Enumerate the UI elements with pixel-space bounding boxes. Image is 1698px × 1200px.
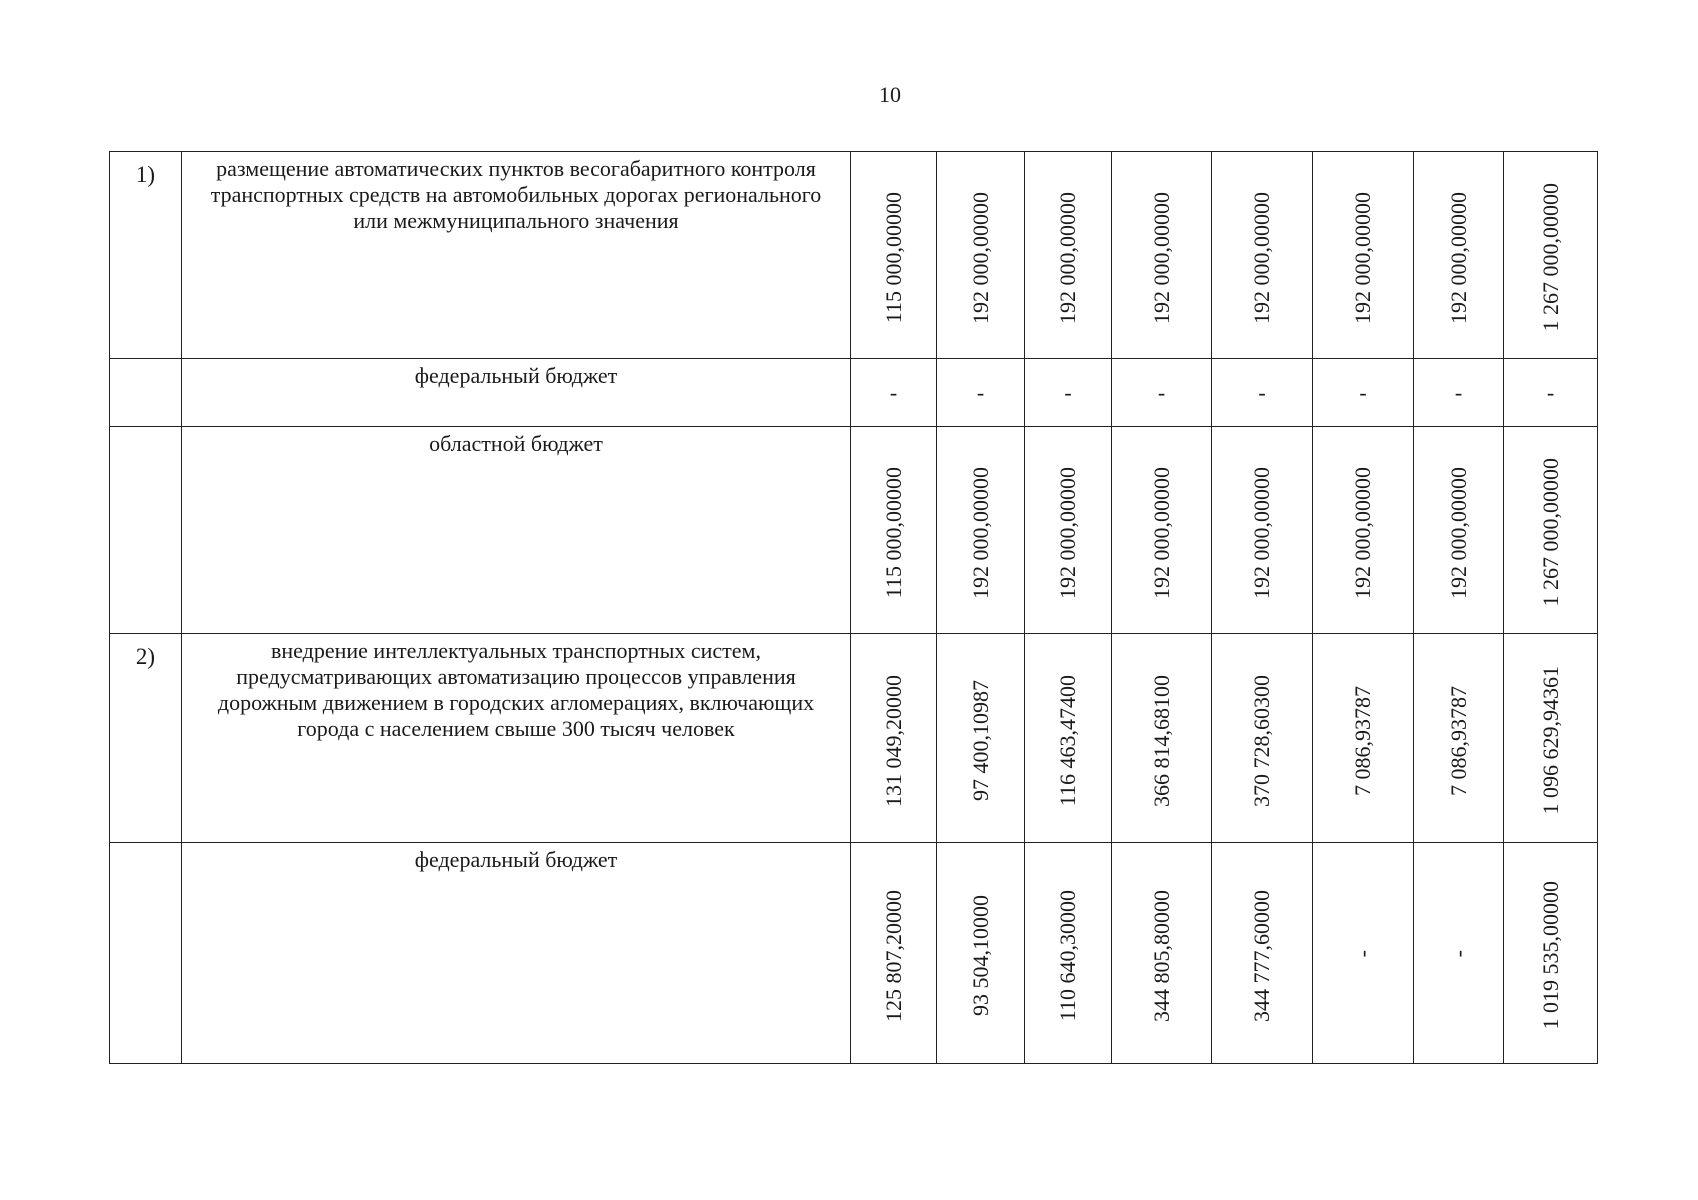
row-label: внедрение интеллектуальных транспортных систем, предусматривающих автоматизацию процессов управления дорожным движением в городских агломерациях, включающих города с населением свыше 300 тысяч человек (182, 634, 851, 843)
value-cell (1504, 152, 1598, 359)
table-row (110, 359, 1598, 427)
row-number (110, 359, 182, 427)
table-row (110, 152, 1598, 359)
value-cell (1212, 359, 1313, 427)
table-row (110, 634, 1598, 843)
value-cell (937, 634, 1025, 843)
value-text: - (1445, 949, 1471, 957)
value-text: 1 267 000,00000 (1537, 458, 1563, 607)
value-text: 1 267 000,00000 (1537, 183, 1563, 332)
value-cell (1025, 843, 1112, 1064)
table-row (110, 427, 1598, 634)
value-text: - (1258, 379, 1266, 405)
value-cell (937, 359, 1025, 427)
value-cell (1025, 634, 1112, 843)
value-text: 125 807,20000 (880, 889, 906, 1022)
value-cell (1313, 634, 1414, 843)
row-number: 2) (110, 634, 182, 843)
row-label: размещение автоматических пунктов весогабаритного контроля транспортных средств на автомобильных дорогах регионального или межмуниципального значения (182, 152, 851, 359)
value-cell (1313, 843, 1414, 1064)
value-text: 192 000,00000 (1445, 191, 1471, 324)
value-text: 370 728,60300 (1249, 674, 1274, 807)
value-text: 93 504,10000 (967, 895, 993, 1016)
value-cell (1212, 843, 1313, 1064)
value-cell (1025, 427, 1112, 634)
value-cell (1025, 359, 1112, 427)
row-number (110, 427, 182, 634)
value-text: 344 805,80000 (1148, 889, 1174, 1022)
value-text: 366 814,68100 (1148, 674, 1174, 807)
value-text: 192 000,00000 (967, 466, 993, 599)
value-text: 131 049,20000 (880, 674, 906, 807)
value-cell (851, 359, 937, 427)
value-cell (1212, 152, 1313, 359)
value-cell (851, 427, 937, 634)
value-cell (1112, 359, 1212, 427)
value-text: - (1157, 379, 1166, 405)
value-text: 1 019 535,00000 (1537, 881, 1563, 1030)
value-text: - (889, 379, 898, 405)
row-label: областной бюджет (182, 427, 851, 634)
value-cell (937, 843, 1025, 1064)
value-text: - (1359, 379, 1367, 405)
value-cell (1504, 634, 1598, 843)
value-cell (1414, 427, 1504, 634)
value-cell (1212, 427, 1313, 634)
value-text: 1 096 629,94361 (1537, 666, 1563, 815)
budget-table (109, 151, 1598, 1064)
value-text: 192 000,00000 (1249, 191, 1274, 324)
value-cell (1112, 427, 1212, 634)
value-text: 192 000,00000 (1148, 191, 1174, 324)
value-cell (851, 634, 937, 843)
value-text: - (1350, 949, 1375, 957)
value-cell (937, 427, 1025, 634)
value-text: 192 000,00000 (967, 191, 993, 324)
value-cell (1504, 427, 1598, 634)
value-cell (1504, 843, 1598, 1064)
value-text: 7 086,93787 (1350, 685, 1375, 796)
value-text: 115 000,00000 (880, 466, 906, 599)
value-cell (851, 152, 937, 359)
value-cell (1112, 152, 1212, 359)
value-text: 192 000,00000 (1148, 466, 1174, 599)
value-cell (1504, 359, 1598, 427)
row-number: 1) (110, 152, 182, 359)
value-cell (1112, 634, 1212, 843)
value-cell (937, 152, 1025, 359)
value-cell (1414, 634, 1504, 843)
table-row (110, 843, 1598, 1064)
value-text: 116 463,47400 (1055, 674, 1080, 807)
value-cell (1313, 427, 1414, 634)
value-cell (1414, 152, 1504, 359)
value-text: 192 000,00000 (1445, 466, 1471, 599)
value-cell (1025, 152, 1112, 359)
value-cell (1112, 843, 1212, 1064)
row-number (110, 843, 182, 1064)
value-text: - (976, 379, 985, 405)
value-text: 115 000,00000 (880, 191, 906, 324)
value-text: 192 000,00000 (1350, 466, 1375, 599)
value-cell (1313, 152, 1414, 359)
value-text: - (1546, 379, 1555, 405)
value-cell (1414, 843, 1504, 1064)
value-text: 110 640,30000 (1055, 889, 1080, 1022)
page-number: 10 (879, 82, 901, 107)
value-text: 97 400,10987 (967, 680, 993, 801)
value-text: - (1064, 379, 1072, 405)
value-cell (851, 843, 937, 1064)
value-cell (1212, 634, 1313, 843)
value-text: 192 000,00000 (1249, 466, 1274, 599)
value-text: 7 086,93787 (1445, 685, 1471, 796)
value-text: 192 000,00000 (1350, 191, 1375, 324)
value-text: 344 777,60000 (1249, 889, 1274, 1022)
value-cell (1414, 359, 1504, 427)
row-label: федеральный бюджет (182, 359, 851, 427)
value-text: 192 000,00000 (1055, 191, 1080, 324)
value-cell (1313, 359, 1414, 427)
value-text: - (1454, 379, 1463, 405)
value-text: 192 000,00000 (1055, 466, 1080, 599)
row-label: федеральный бюджет (182, 843, 851, 1064)
